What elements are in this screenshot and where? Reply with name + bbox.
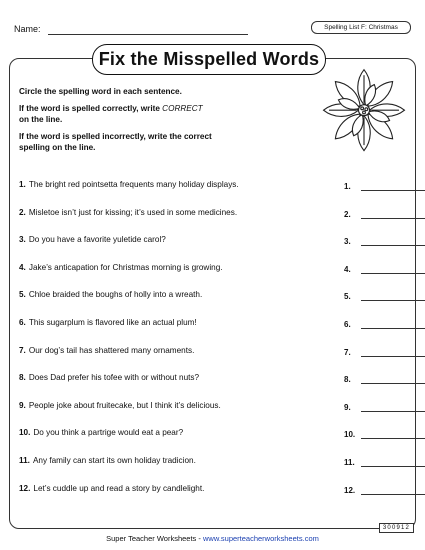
sentence-number: 6. bbox=[19, 318, 26, 327]
sentence-row bbox=[19, 428, 414, 442]
answer-line[interactable] bbox=[361, 218, 425, 219]
answer-number: 1. bbox=[344, 182, 351, 191]
footer-site-link[interactable]: www.superteacherworksheets.com bbox=[202, 534, 319, 543]
sentence-text[interactable]: Do you think a partrige would eat a pear? bbox=[33, 428, 184, 438]
sentence-number: 7. bbox=[19, 345, 26, 355]
sentence-number: 12. bbox=[19, 483, 31, 493]
answer-number: 6. bbox=[344, 320, 351, 329]
name-field-line[interactable] bbox=[48, 34, 248, 35]
sentence-row bbox=[19, 263, 414, 277]
sentence-row bbox=[19, 318, 414, 332]
sentence-row bbox=[19, 180, 414, 194]
correct-keyword: CORRECT bbox=[162, 104, 203, 113]
sentence-row bbox=[19, 373, 414, 387]
sentence-text[interactable]: Does Dad prefer his tofee with or without nuts? bbox=[28, 373, 200, 383]
answer-line[interactable] bbox=[361, 328, 425, 329]
sentence-text[interactable]: Chloe braided the boughs of holly into a wreath. bbox=[28, 290, 203, 300]
sentence-text[interactable]: People joke about fruitecake, but I think it’s delicious. bbox=[28, 400, 221, 410]
sentence-number: 4. bbox=[19, 262, 26, 272]
answer-number: 10. bbox=[344, 430, 356, 440]
instruction-incorrect bbox=[19, 131, 319, 153]
sentence-row bbox=[19, 346, 414, 360]
sentence-text[interactable]: This sugarplum is flavored like an actual plum! bbox=[28, 318, 197, 327]
answer-line[interactable] bbox=[361, 383, 425, 384]
worksheet-title: Fix the Misspelled Words bbox=[92, 44, 326, 75]
footer bbox=[0, 534, 425, 543]
sentence-text[interactable]: Misletoe isn’t just for kissing; it’s used in some medicines. bbox=[28, 207, 238, 217]
answer-line[interactable] bbox=[361, 190, 425, 191]
sentence-number: 10. bbox=[19, 428, 31, 438]
sentence-text[interactable]: Let’s cuddle up and read a story by candlelight. bbox=[33, 483, 205, 493]
answer-line[interactable] bbox=[361, 356, 425, 357]
answer-line[interactable] bbox=[361, 438, 425, 439]
answer-line[interactable] bbox=[361, 245, 425, 246]
answer-line[interactable] bbox=[361, 300, 425, 301]
footer-separator: - bbox=[196, 534, 203, 543]
instructions bbox=[19, 86, 319, 159]
answer-number: 3. bbox=[344, 237, 351, 247]
sentence-text[interactable]: The bright red pointsetta frequents many holiday displays. bbox=[28, 180, 239, 189]
answer-number: 9. bbox=[344, 402, 351, 412]
instruction-correct-text-2: on the line. bbox=[19, 115, 63, 124]
sentence-row bbox=[19, 484, 414, 498]
sentence-text[interactable]: Do you have a favorite yuletide carol? bbox=[28, 235, 166, 245]
sentence-number: 1. bbox=[19, 180, 26, 189]
sentence-number: 2. bbox=[19, 207, 26, 217]
instruction-incorrect-text: If the word is spelled incorrectly, write the correct bbox=[19, 132, 212, 141]
sentence-number: 11. bbox=[19, 456, 30, 465]
sentence-text[interactable]: Any family can start its own holiday tradicion. bbox=[32, 456, 196, 465]
answer-number: 4. bbox=[344, 264, 351, 274]
answer-line[interactable] bbox=[361, 466, 425, 467]
sentence-number: 5. bbox=[19, 290, 26, 300]
answer-number: 11. bbox=[344, 458, 355, 467]
name-label: Name: bbox=[14, 24, 41, 34]
answer-number: 12. bbox=[344, 485, 356, 495]
instruction-incorrect-text-2: spelling on the line. bbox=[19, 143, 96, 152]
sentence-text[interactable]: Jake’s anticapation for Christmas morning is growing. bbox=[28, 262, 223, 272]
sentence-number: 8. bbox=[19, 373, 26, 383]
answer-line[interactable] bbox=[361, 273, 425, 274]
answer-number: 2. bbox=[344, 209, 351, 219]
instruction-circle: Circle the spelling word in each sentence. bbox=[19, 87, 182, 96]
answer-number: 8. bbox=[344, 375, 351, 385]
sentence-text[interactable]: Our dog’s tail has shattered many ornaments. bbox=[28, 345, 195, 355]
answer-line[interactable] bbox=[361, 494, 425, 495]
instruction-correct bbox=[19, 103, 319, 125]
footer-brand: Super Teacher Worksheets bbox=[106, 534, 197, 543]
sentence-row bbox=[19, 401, 414, 415]
worksheet-code: 300912 bbox=[379, 523, 414, 533]
answer-number: 5. bbox=[344, 292, 351, 302]
sentence-number: 3. bbox=[19, 235, 26, 245]
poinsettia-icon bbox=[318, 66, 410, 158]
sentence-row bbox=[19, 235, 414, 249]
answer-line[interactable] bbox=[361, 411, 425, 412]
answer-number: 7. bbox=[344, 347, 351, 357]
instruction-correct-text: If the word is spelled correctly, write bbox=[19, 104, 163, 113]
sentence-row bbox=[19, 208, 414, 222]
sentence-row bbox=[19, 456, 414, 470]
spelling-list-badge: Spelling List F: Christmas bbox=[311, 21, 411, 34]
sentence-number: 9. bbox=[19, 400, 26, 410]
sentence-row bbox=[19, 290, 414, 304]
